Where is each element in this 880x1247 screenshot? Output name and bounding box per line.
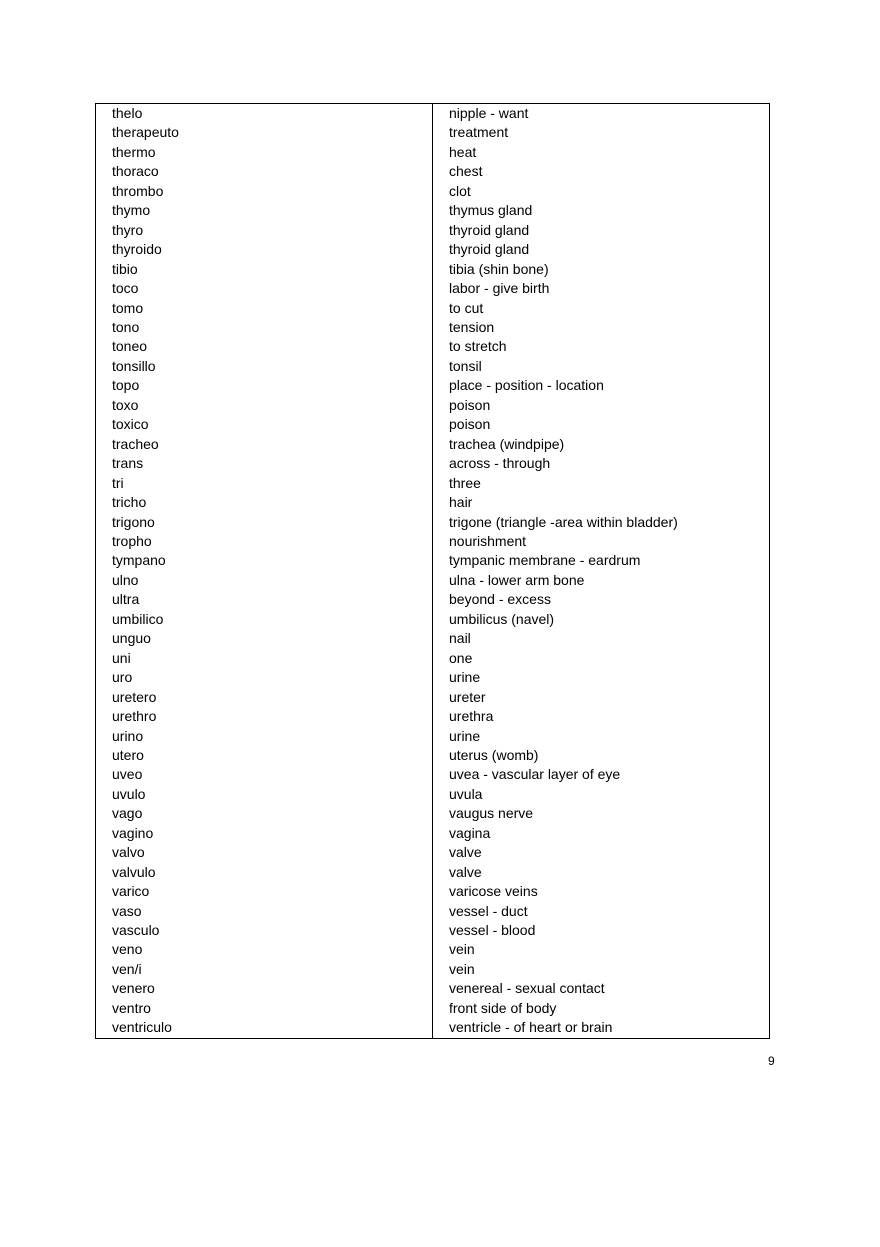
term-cell: uro [96,668,433,687]
meaning-cell: valve [449,863,482,880]
meaning-cell: to stretch [449,338,507,355]
meaning-cell: tension [449,318,495,335]
table-row [96,279,770,298]
term-cell: tibio [96,260,433,279]
term-cell: ventro [96,999,433,1018]
table-row [96,882,770,901]
term-cell: ulno [96,571,433,590]
term-cell: unguo [96,629,433,648]
meaning-cell: poison [449,416,491,433]
term-cell: valvo [96,843,433,862]
meaning-cell: hair [449,494,473,511]
term-cell: trans [96,454,433,473]
meaning-cell: varicose veins [449,883,538,900]
term-cell: thyro [96,221,433,240]
meaning-cell: thyroid gland [449,221,530,238]
glossary-body [96,104,770,1039]
table-row [96,337,770,356]
term-cell: tono [96,318,433,337]
page-number: 9 [768,1054,775,1068]
meaning-cell: uterus (womb) [449,746,539,763]
meaning-cell: vaugus nerve [449,805,534,822]
meaning-cell: treatment [449,124,509,141]
meaning-cell: chest [449,163,483,180]
meaning-cell: clot [449,182,471,199]
meaning-cell: ventricle - of heart or brain [449,1019,613,1036]
table-row [96,513,770,532]
term-cell: toneo [96,337,433,356]
term-cell: ventriculo [96,1018,433,1038]
meaning-cell: nail [449,630,471,647]
term-cell: venero [96,979,433,998]
table-row [96,357,770,376]
meaning-cell: urethra [449,708,494,725]
table-row [96,590,770,609]
meaning-cell: poison [449,396,491,413]
table-row [96,921,770,940]
term-cell: urethro [96,707,433,726]
term-cell: thermo [96,143,433,162]
table-row [96,746,770,765]
table-row [96,785,770,804]
term-cell: tomo [96,299,433,318]
table-row [96,318,770,337]
table-row [96,940,770,959]
meaning-cell: urine [449,727,481,744]
meaning-cell: beyond - excess [449,591,551,608]
table-row [96,727,770,746]
term-cell: valvulo [96,863,433,882]
table-row [96,123,770,142]
meaning-cell: urine [449,669,481,686]
table-row [96,493,770,512]
term-cell: toco [96,279,433,298]
table-row [96,240,770,259]
term-cell: veno [96,940,433,959]
table-row [96,902,770,921]
term-cell: tonsillo [96,357,433,376]
table-row [96,843,770,862]
meaning-cell: vagina [449,824,491,841]
meaning-cell: place - position - location [449,377,604,394]
meaning-cell: to cut [449,299,484,316]
meaning-cell: valve [449,844,482,861]
term-cell: toxo [96,396,433,415]
table-row [96,649,770,668]
table-row [96,668,770,687]
meaning-cell: vessel - blood [449,922,536,939]
table-row [96,688,770,707]
table-row [96,435,770,454]
table-row [96,532,770,551]
table-row [96,182,770,201]
term-cell: vago [96,804,433,823]
table-row [96,201,770,220]
term-cell: uveo [96,765,433,784]
meaning-cell: trachea (windpipe) [449,435,565,452]
term-cell: thrombo [96,182,433,201]
table-row [96,863,770,882]
table-row [96,804,770,823]
term-cell: tri [96,474,433,493]
meaning-cell: thymus gland [449,202,533,219]
term-cell: tracheo [96,435,433,454]
table-row [96,707,770,726]
meaning-cell: trigone (triangle -area within bladder) [449,513,678,530]
glossary-table [95,103,770,1039]
meaning-cell: labor - give birth [449,280,550,297]
term-cell: ultra [96,590,433,609]
table-row [96,143,770,162]
table-row [96,765,770,784]
meaning-cell: front side of body [449,999,557,1016]
term-cell: thyroido [96,240,433,259]
meaning-cell: nipple - want [449,105,529,121]
table-row [96,979,770,998]
table-row [96,162,770,181]
term-cell: tympano [96,551,433,570]
meaning-cell: vein [449,941,475,958]
term-cell: uretero [96,688,433,707]
meaning-cell: ureter [449,688,486,705]
term-cell: thymo [96,201,433,220]
table-row [96,1018,770,1038]
meaning-cell: heat [449,143,477,160]
meaning-cell: nourishment [449,532,527,549]
term-cell: vagino [96,824,433,843]
term-cell: uvulo [96,785,433,804]
table-row [96,610,770,629]
meaning-cell: ulna - lower arm bone [449,571,585,588]
term-cell: umbilico [96,610,433,629]
table-row [96,824,770,843]
term-cell: tricho [96,493,433,512]
term-cell: toxico [96,415,433,434]
table-row [96,551,770,570]
meaning-cell: three [449,474,481,491]
term-cell: tropho [96,532,433,551]
table-row [96,299,770,318]
term-cell: therapeuto [96,123,433,142]
table-row [96,571,770,590]
table-row [96,629,770,648]
table-row [96,221,770,240]
meaning-cell: venereal - sexual contact [449,980,605,997]
meaning-cell: tympanic membrane - eardrum [449,552,641,569]
table-row [96,454,770,473]
term-cell: thoraco [96,162,433,181]
meaning-cell: vessel - duct [449,902,528,919]
table-row [96,104,770,124]
meaning-cell: tonsil [449,357,482,374]
meaning-cell: uvula [449,785,483,802]
term-cell: urino [96,727,433,746]
term-cell: uni [96,649,433,668]
meaning-cell: thyroid gland [449,241,530,258]
table-row [96,396,770,415]
table-row [96,960,770,979]
meaning-cell: tibia (shin bone) [449,260,549,277]
term-cell: topo [96,376,433,395]
term-cell: trigono [96,513,433,532]
meaning-cell: one [449,649,473,666]
table-row [96,260,770,279]
meaning-cell: umbilicus (navel) [449,610,555,627]
table-row [96,376,770,395]
term-cell: thelo [96,104,433,124]
table-row [96,999,770,1018]
meaning-cell: across - through [449,455,551,472]
term-cell: ven/i [96,960,433,979]
term-cell: utero [96,746,433,765]
meaning-cell: vein [449,960,475,977]
term-cell: vasculo [96,921,433,940]
table-row [96,474,770,493]
term-cell: varico [96,882,433,901]
meaning-cell: uvea - vascular layer of eye [449,766,621,783]
table-row [96,415,770,434]
term-cell: vaso [96,902,433,921]
